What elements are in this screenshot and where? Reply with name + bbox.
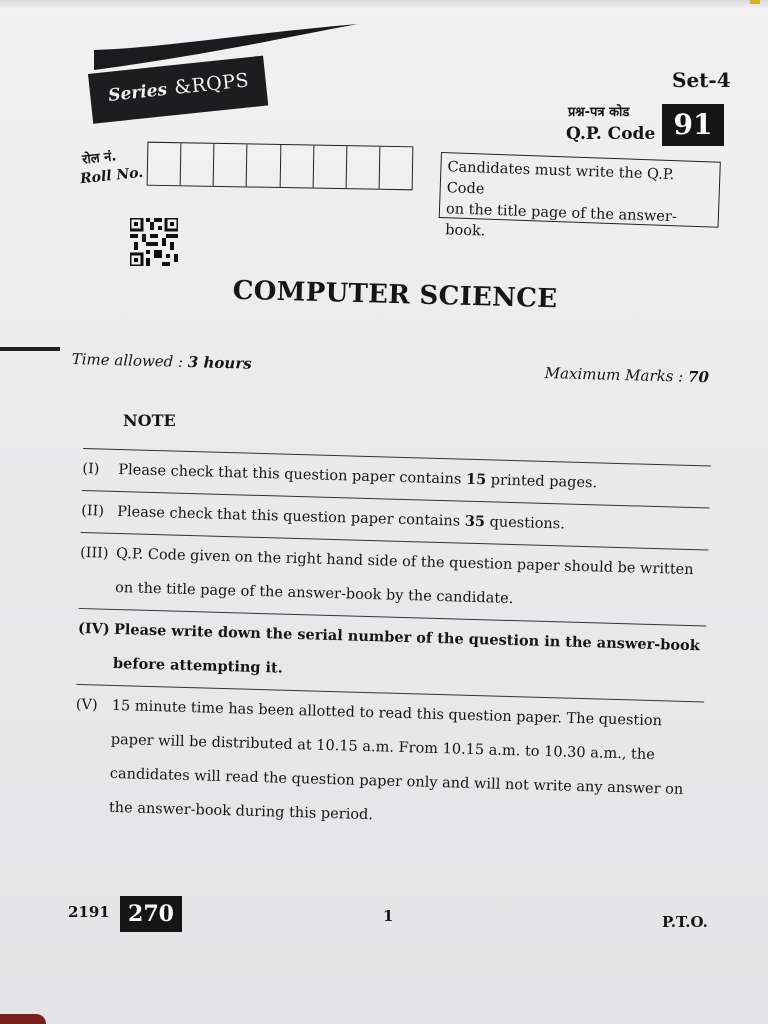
note-item — [72, 685, 704, 845]
footer-code-box: 270 — [120, 896, 182, 932]
candidate-instruction-box — [439, 152, 721, 240]
note-heading: NOTE — [123, 411, 176, 430]
qp-code-value: 91 — [662, 104, 724, 146]
note-text: Q.P. Code given on the right hand side of the question paper should be written on the title page of the answer-book by the candidate. — [114, 545, 694, 608]
roll-no-box[interactable] — [313, 146, 347, 189]
page-top-shadow — [0, 0, 768, 8]
set-number: Set-4 — [672, 68, 731, 92]
note-text-part: Please check that this question paper contains — [117, 503, 466, 530]
roll-no-hindi-label: रोल नं. — [81, 149, 118, 168]
corner-color-mark — [750, 0, 760, 4]
note-number: (III) — [79, 544, 109, 562]
roll-no-box[interactable] — [181, 143, 215, 186]
roll-no-box[interactable] — [247, 144, 281, 187]
note-text: Please write down the serial number of the question in the answer-book before attempting it. — [112, 620, 701, 677]
note-number: (I) — [82, 460, 100, 478]
series-code: &RQPS — [173, 69, 251, 100]
qp-code-hindi-label: प्रश्न-पत्र कोड — [568, 105, 630, 120]
margin-edge-rule — [0, 347, 60, 351]
time-allowed — [72, 350, 252, 373]
maximum-marks-value: 70 — [687, 367, 710, 387]
note-text-part: questions. — [484, 514, 566, 533]
candidate-instruction-line-1: Candidates must write the Q.P. Code — [446, 159, 675, 198]
time-allowed-value: 3 hours — [187, 353, 252, 373]
roll-no-boxes — [147, 142, 414, 191]
series-label: Series — [107, 79, 169, 106]
page-number: 1 — [383, 907, 394, 925]
page-title: COMPUTER SCIENCE — [232, 275, 558, 315]
please-turn-over: P.T.O. — [662, 913, 708, 931]
roll-no-box[interactable] — [346, 146, 380, 189]
note-number: (IV) — [77, 619, 110, 638]
maximum-marks-label: Maximum Marks : — [544, 364, 689, 386]
roll-no-box[interactable] — [214, 144, 248, 187]
notes-list — [72, 448, 710, 845]
note-number: (II) — [81, 502, 105, 520]
roll-no-box[interactable] — [148, 143, 182, 186]
note-question-count: 35 — [464, 512, 486, 531]
note-text-part: Please check that this question paper contains — [118, 462, 467, 488]
roll-no-box[interactable] — [280, 145, 314, 188]
note-number: (V) — [75, 696, 98, 714]
candidate-instruction-line-2: on the title page of the answer-book. — [444, 201, 678, 240]
time-allowed-label: Time allowed : — [71, 350, 189, 372]
maximum-marks — [545, 364, 710, 386]
note-text-part: printed pages. — [485, 472, 598, 492]
note-page-count: 15 — [465, 470, 487, 489]
qr-code-icon — [130, 218, 178, 266]
roll-no-label: Roll No. — [79, 164, 144, 188]
roll-no-box[interactable] — [379, 147, 412, 190]
note-text: 15 minute time has been allotted to read this question paper. The question paper will be distributed at 10.15 a.m. From 10.15 a.m. to 10.30 a.m., the candidates will read the question paper only and will not write any answer on the answer-book during this period. — [108, 697, 684, 824]
bottom-edge-mark — [0, 1014, 46, 1024]
footer-code: 2191 — [68, 903, 110, 921]
qp-code-label: Q.P. Code — [566, 124, 656, 144]
